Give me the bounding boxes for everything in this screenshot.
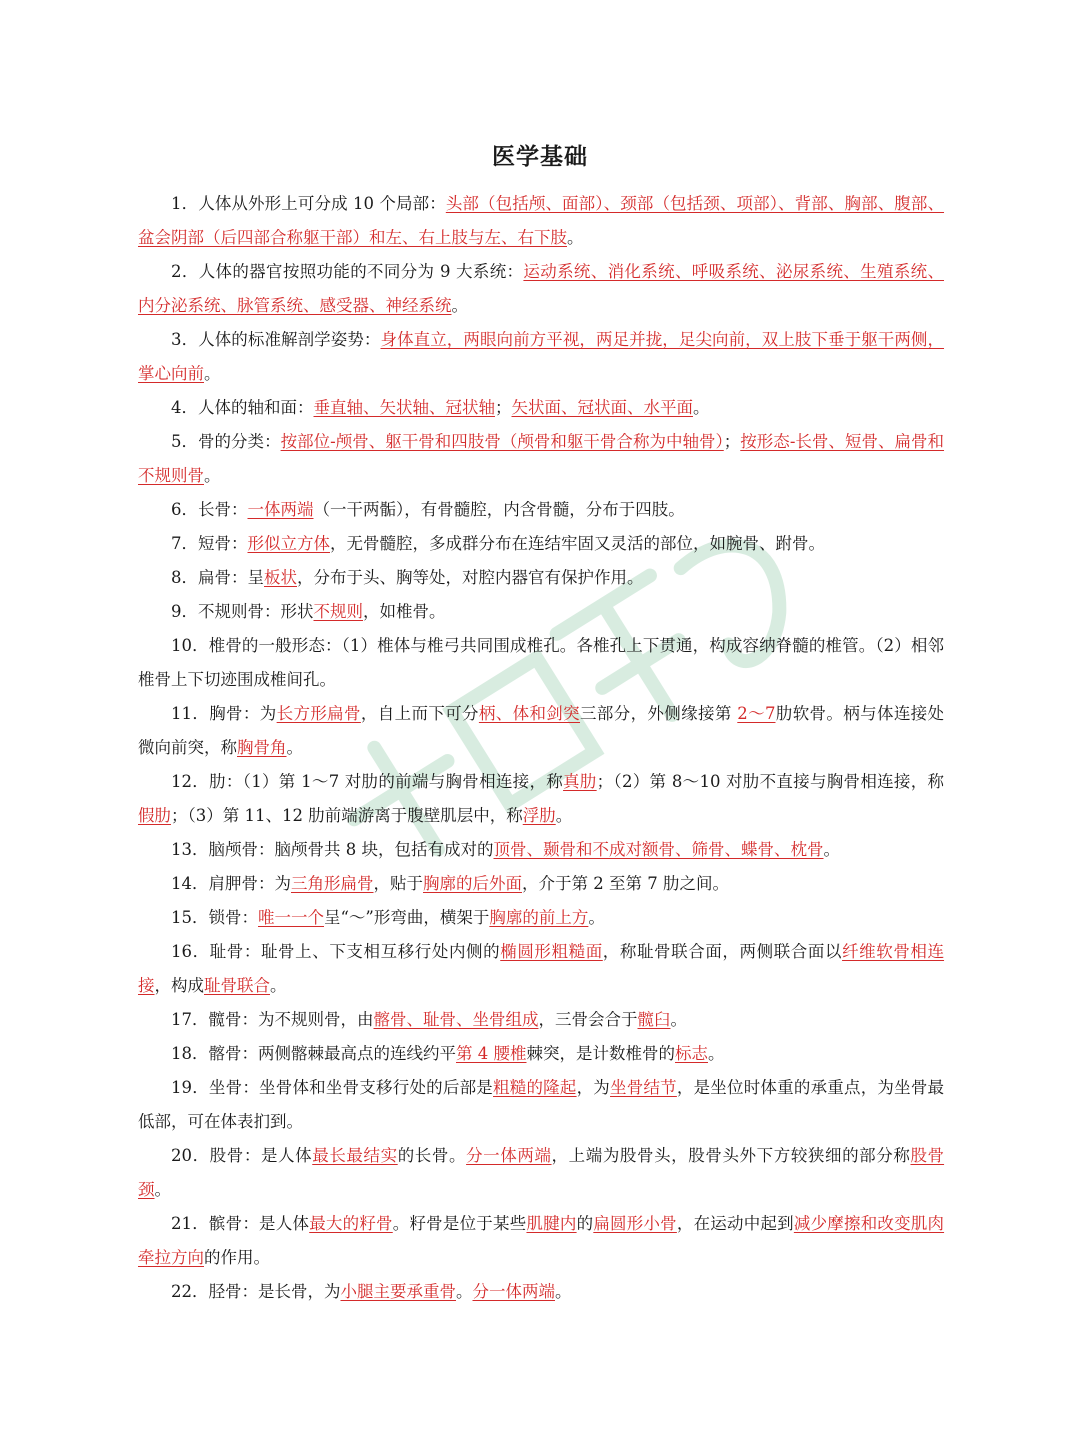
- item-text: ，自上而下可分: [360, 704, 479, 723]
- item-text: 7．短骨：: [171, 534, 248, 553]
- highlighted-answer: 2～7: [737, 704, 776, 723]
- list-item: [138, 561, 944, 595]
- item-text: 。: [154, 1180, 171, 1199]
- list-item: [138, 425, 944, 493]
- item-text: ；: [723, 432, 741, 451]
- item-text: 。: [270, 976, 287, 995]
- item-text: ，贴于: [373, 874, 423, 893]
- list-item: [138, 187, 944, 255]
- highlighted-answer: 坐骨结节: [610, 1078, 677, 1097]
- item-text: 棘突，是计数椎骨的: [526, 1044, 675, 1063]
- item-text: ；（2）第 8～10 对肋不直接与胸骨相连接，称: [596, 772, 945, 791]
- highlighted-answer: 扁圆形小骨: [593, 1214, 677, 1233]
- list-item: [138, 867, 944, 901]
- item-text: ，上端为股骨头，股骨头外下方较狭细的部分称: [551, 1146, 911, 1165]
- highlighted-answer: 标志: [675, 1044, 708, 1063]
- item-text: 。: [567, 228, 584, 247]
- item-text: ，无骨髓腔，多成群分布在连结牢固又灵活的部位，如腕骨、跗骨。: [330, 534, 825, 553]
- highlighted-answer: 按部位-颅骨、躯干骨和四肢骨（颅骨和躯干骨合称为中轴骨）: [280, 432, 724, 451]
- highlighted-answer: 运动系统、消化系统、呼吸系统、泌尿系统、生殖系统、内分泌系统、脉管系统、感受器、神经系统: [138, 262, 944, 315]
- item-text: 12．肋：（1）第 1～7 对肋的前端与胸骨相连接，称: [171, 772, 564, 791]
- item-text: 17．髋骨：为不规则骨，由: [171, 1010, 374, 1029]
- highlighted-answer: 板状: [264, 568, 297, 587]
- highlighted-answer: 纤维软骨相连接: [138, 942, 945, 995]
- item-text: 三部分，外侧缘接第: [580, 704, 738, 723]
- highlighted-answer: 分一体两端: [466, 1146, 552, 1165]
- item-text: 肋软骨。柄与体连接处微向前突，称: [138, 704, 945, 757]
- highlighted-answer: 粗糙的隆起: [493, 1078, 577, 1097]
- item-text: 。: [708, 1044, 725, 1063]
- highlighted-answer: 一体两端: [247, 500, 314, 519]
- list-item: [138, 1275, 944, 1309]
- item-text: 8．扁骨：呈: [171, 568, 264, 587]
- item-text: ；（3）第 11、12 肋前端游离于腹壁肌层中，称: [171, 806, 523, 825]
- highlighted-answer: 股骨颈: [138, 1146, 945, 1199]
- list-item: [138, 527, 944, 561]
- highlighted-answer: 柄、体和剑突: [478, 704, 581, 723]
- item-text: 6．长骨：: [171, 500, 248, 519]
- highlighted-answer: 三角形扁骨: [291, 874, 374, 893]
- highlighted-answer: 耻骨联合: [204, 976, 270, 995]
- highlighted-answer: 髋臼: [637, 1010, 671, 1029]
- list-item: [138, 629, 944, 697]
- list-item: [138, 1207, 944, 1275]
- item-text: 。: [204, 466, 221, 485]
- item-text: ，构成: [154, 976, 204, 995]
- item-text: ，在运动中起到: [676, 1214, 794, 1233]
- item-text: ，是坐位时体重的承重点，为坐骨最低部，可在体表扪到。: [138, 1078, 945, 1131]
- highlighted-answer: 最大的籽骨: [309, 1214, 393, 1233]
- highlighted-answer: 垂直轴、矢状轴、冠状轴: [313, 398, 495, 417]
- item-text: 。籽骨是位于某些: [392, 1214, 527, 1233]
- item-text: 的: [576, 1214, 594, 1233]
- item-text: （一干两骺），有骨髓腔，内含骨髓，分布于四肢。: [313, 500, 685, 519]
- item-text: 1．人体从外形上可分成 10 个局部：: [171, 194, 446, 213]
- highlighted-answer: 假肋: [138, 806, 171, 825]
- highlighted-answer: 肌腱内: [526, 1214, 577, 1233]
- item-text: 3．人体的标准解剖学姿势：: [171, 330, 381, 349]
- item-text: 2．人体的器官按照功能的不同分为 9 大系统：: [171, 262, 524, 281]
- list-item: [138, 255, 944, 323]
- highlighted-answer: 浮肋: [522, 806, 556, 825]
- highlighted-answer: 顶骨、颞骨和不成对额骨、筛骨、蝶骨、枕骨: [493, 840, 824, 859]
- item-text: 20．股骨：是人体: [171, 1146, 313, 1165]
- item-text: 15．锁骨：: [171, 908, 258, 927]
- highlighted-answer: 矢状面、冠状面、水平面: [511, 398, 693, 417]
- item-text: 9．不规则骨：形状: [171, 602, 314, 621]
- list-item: [138, 765, 944, 833]
- highlighted-answer: 真肋: [563, 772, 597, 791]
- item-text: 。: [456, 1282, 473, 1301]
- list-item: [138, 697, 944, 765]
- item-text: ，为: [576, 1078, 611, 1097]
- item-text: 。: [823, 840, 840, 859]
- item-text: 的作用。: [204, 1248, 270, 1267]
- highlighted-answer: 分一体两端: [472, 1282, 555, 1301]
- item-text: 。: [588, 908, 605, 927]
- item-text: 。: [555, 1282, 572, 1301]
- list-item: [138, 901, 944, 935]
- highlighted-answer: 身体直立，两眼向前方平视，两足并拢，足尖向前，双上肢下垂于躯干两侧，掌心向前: [138, 330, 945, 383]
- page-title: 医学基础: [492, 144, 588, 170]
- item-text: ，如椎骨。: [363, 602, 446, 621]
- highlighted-answer: 第 4 腰椎: [456, 1044, 527, 1063]
- item-text: 16．耻骨：耻骨上、下支相互移行处内侧的: [171, 942, 501, 961]
- item-text: 18．髂骨：两侧髂棘最高点的连线约平: [171, 1044, 456, 1063]
- item-text: 。: [555, 806, 573, 825]
- highlighted-answer: 长方形扁骨: [276, 704, 361, 723]
- item-text: 19．坐骨：坐骨体和坐骨支移行处的后部是: [171, 1078, 494, 1097]
- highlighted-answer: 不规则: [313, 602, 363, 621]
- list-item: [138, 323, 944, 391]
- list-item: [138, 595, 944, 629]
- list-item: [138, 1037, 944, 1071]
- item-text: 21．髌骨：是人体: [171, 1214, 310, 1233]
- highlighted-answer: 小腿主要承重骨: [340, 1282, 456, 1301]
- list-item: [138, 493, 944, 527]
- item-text: 11．胸骨：为: [171, 704, 277, 723]
- item-text: 14．肩胛骨：为: [171, 874, 291, 893]
- list-item: [138, 1071, 944, 1139]
- item-text: ，介于第 2 至第 7 肋之间。: [522, 874, 729, 893]
- highlighted-answer: 胸廓的前上方: [489, 908, 589, 927]
- item-text: ，称耻骨联合面，两侧联合面以: [602, 942, 843, 961]
- list-item: [138, 391, 944, 425]
- item-text: 13．脑颅骨：脑颅骨共 8 块，包括有成对的: [171, 840, 494, 859]
- highlighted-answer: 椭圆形粗糙面: [500, 942, 603, 961]
- list-item: [138, 1139, 944, 1207]
- document-body: [138, 187, 944, 1309]
- highlighted-answer: 最长最结实: [312, 1146, 398, 1165]
- item-text: 4．人体的轴和面：: [171, 398, 314, 417]
- highlighted-answer: 按形态-长骨、短骨、扁骨和不规则骨: [138, 432, 945, 485]
- item-text: ，分布于头、胸等处，对腔内器官有保护作用。: [297, 568, 644, 587]
- highlighted-answer: 髂骨、耻骨、坐骨组成: [373, 1010, 539, 1029]
- list-item: [138, 833, 944, 867]
- item-text: 。: [670, 1010, 687, 1029]
- item-text: ，三骨会合于: [538, 1010, 638, 1029]
- list-item: [138, 1003, 944, 1037]
- highlighted-answer: 形似立方体: [247, 534, 330, 553]
- highlighted-answer: 减少摩擦和改变肌肉牵拉方向: [138, 1214, 945, 1267]
- item-text: 。: [286, 738, 303, 757]
- item-text: 。: [693, 398, 710, 417]
- item-text: 。: [451, 296, 468, 315]
- item-text: 呈“～”形弯曲，横架于: [324, 908, 490, 927]
- highlighted-answer: 头部（包括颅、面部）、颈部（包括颈、项部）、背部、胸部、腹部、盆会阴部（后四部合称躯干部）和左、右上肢与左、右下肢: [138, 194, 945, 247]
- list-item: [138, 935, 944, 1003]
- item-text: ；: [495, 398, 512, 417]
- item-text: 。: [204, 364, 221, 383]
- item-text: 22．胫骨：是长骨，为: [171, 1282, 341, 1301]
- item-text: 的长骨。: [397, 1146, 467, 1165]
- item-text: 10．椎骨的一般形态：（1）椎体与椎弓共同围成椎孔。各椎孔上下贯通，构成容纳脊髓的椎管。（2）相邻椎骨上下切迹围成椎间孔。: [138, 636, 944, 689]
- highlighted-answer: 胸廓的后外面: [423, 874, 522, 893]
- highlighted-answer: 胸骨角: [237, 738, 287, 757]
- highlighted-answer: 唯一一个: [258, 908, 324, 927]
- item-text: 5．骨的分类：: [171, 432, 281, 451]
